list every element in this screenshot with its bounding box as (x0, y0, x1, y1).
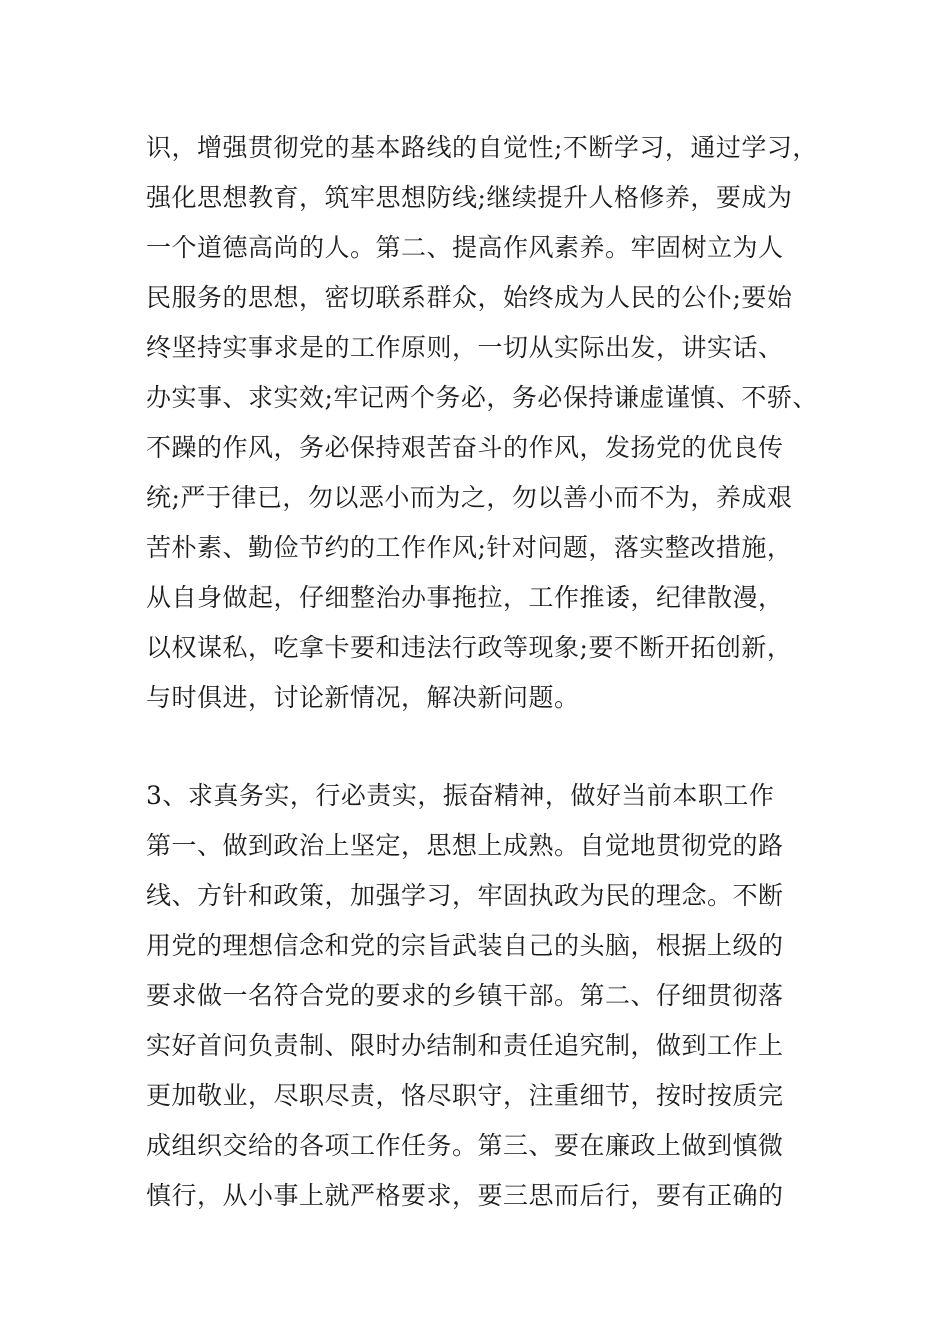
text-line: 成组织交给的各项工作任务。第三、要在廉政上做到慎微 (146, 1131, 784, 1160)
text-line: 不躁的作风，务必保持艰苦奋斗的作风，发扬党的优良传 (146, 433, 784, 462)
text-line: 用党的理想信念和党的宗旨武装自己的头脑，根据上级的 (146, 931, 784, 960)
paragraph-2 (146, 771, 846, 1221)
text-line: 办实事、求实效;牢记两个务必，务必保持谦虚谨慎、不骄、 (146, 383, 818, 412)
text-line: 终坚持实事求是的工作原则，一切从实际出发，讲实话、 (146, 333, 784, 362)
text-line: 以权谋私，吃拿卡要和违法行政等现象;要不断开拓创新， (146, 633, 793, 662)
text-line: 与时俱进，讨论新情况，解决新问题。 (146, 683, 580, 712)
text-line: 线、方针和政策，加强学习，牢固执政为民的理念。不断 (146, 881, 784, 910)
text-line: 一个道德高尚的人。第二、提高作风素养。牢固树立为人 (146, 233, 784, 262)
paragraph-1 (146, 123, 846, 723)
text-line: 苦朴素、勤俭节约的工作作风;针对问题，落实整改措施， (146, 533, 793, 562)
text-line: 慎行，从小事上就严格要求，要三思而后行，要有正确的 (146, 1181, 784, 1210)
text-line: 实好首问负责制、限时办结制和责任追究制，做到工作上 (146, 1031, 784, 1060)
text-line: 要求做一名符合党的要求的乡镇干部。第二、仔细贯彻落 (146, 981, 784, 1010)
text-line: 民服务的思想，密切联系群众，始终成为人民的公仆;要始 (146, 283, 793, 312)
section-heading-line: 3、求真务实，行必责实，振奋精神，做好当前本职工作 (146, 781, 775, 810)
text-line: 更加敬业，尽职尽责，恪尽职守，注重细节，按时按质完 (146, 1081, 784, 1110)
text-line: 强化思想教育，筑牢思想防线;继续提升人格修养，要成为 (146, 183, 793, 212)
text-line: 统;严于律已，勿以恶小而为之，勿以善小而不为，养成艰 (146, 483, 793, 512)
text-line: 第一、做到政治上坚定，思想上成熟。自觉地贯彻党的路 (146, 831, 784, 860)
text-line: 识，增强贯彻党的基本路线的自觉性;不断学习，通过学习， (146, 133, 818, 162)
text-line: 从自身做起，仔细整治办事拖拉，工作推诿，纪律散漫， (146, 583, 784, 612)
